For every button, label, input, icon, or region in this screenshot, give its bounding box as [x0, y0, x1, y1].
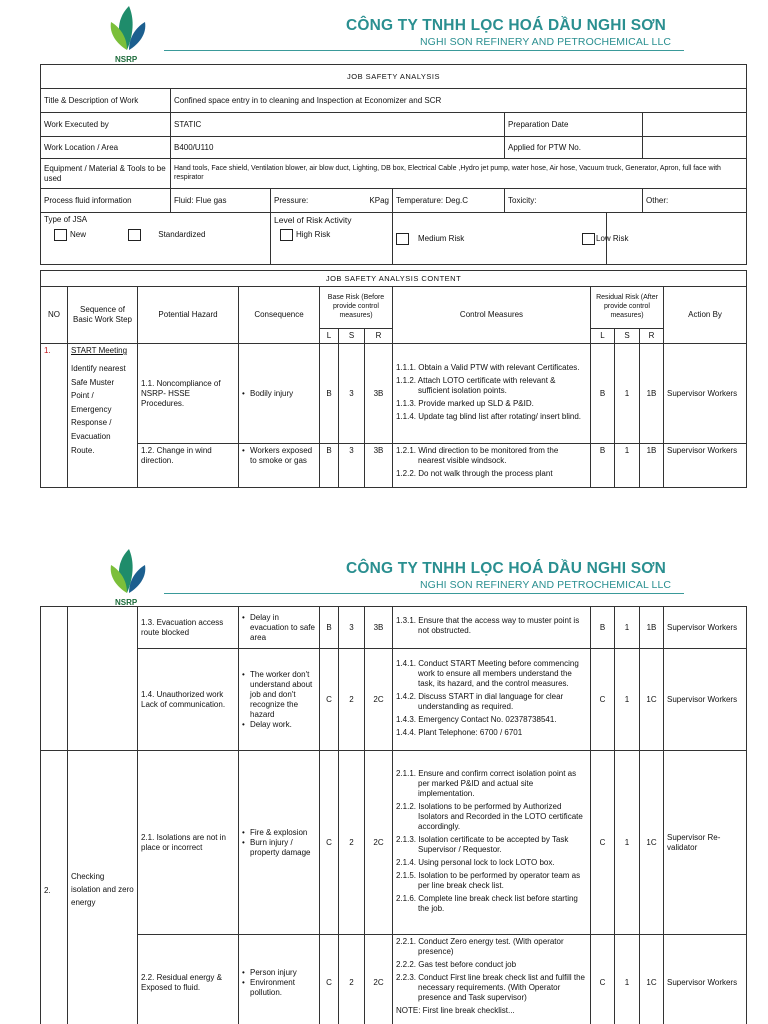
res-s: 1: [615, 649, 640, 751]
table-row: [41, 649, 747, 751]
consequence-item: • Person injury: [242, 968, 316, 978]
logo-text: NSRP: [115, 55, 138, 64]
row-action: Supervisor Workers: [664, 444, 747, 488]
low-risk-label: Low Risk: [596, 233, 629, 243]
col-base-s: S: [339, 329, 365, 344]
consequence-item: • Delay in evacuation to safe area: [242, 613, 316, 643]
nsrp-logo-icon: [103, 547, 155, 607]
logo-text: NSRP: [115, 598, 138, 607]
res-l: C: [591, 649, 615, 751]
row-hazard: 1.4. Unauthorized work Lack of communication.: [138, 649, 239, 751]
standardized-label: Standardized: [158, 230, 206, 240]
row-no: [41, 607, 68, 751]
control-item: 1.3.1. Ensure that the access way to muster point is not obstructed.: [396, 616, 580, 635]
pressure-cell: [271, 189, 393, 213]
base-l: C: [320, 935, 339, 1024]
ptw-label: Applied for PTW No.: [505, 137, 643, 159]
prep-date-value: [643, 113, 747, 137]
row-action: Supervisor Workers: [664, 649, 747, 751]
standardized-checkbox[interactable]: [128, 229, 141, 241]
header-divider: [164, 593, 684, 594]
res-r: 1C: [640, 649, 664, 751]
base-r: 3B: [365, 444, 393, 488]
control-item: NOTE: First line break checklist...: [396, 1006, 515, 1015]
jsa-type-label: Type of JSA: [44, 215, 88, 224]
base-r: 2C: [365, 751, 393, 935]
company-name-en: NGHI SON REFINERY AND PETROCHEMICAL LLC: [420, 36, 672, 48]
row-hazard: 1.2. Change in wind direction.: [138, 444, 239, 488]
step-desc: Identify nearest Safe Muster Point / Emergency Response / Evacuation Route.: [71, 364, 126, 455]
header-divider: [164, 50, 684, 51]
row-consequence: [239, 751, 320, 935]
nsrp-logo-icon: [103, 4, 155, 64]
row-hazard: 2.2. Residual energy & Exposed to fluid.: [138, 935, 239, 1024]
base-s: 3: [339, 444, 365, 488]
row-no: 2.: [41, 751, 68, 1024]
row-hazard: 1.3. Evacuation access route blocked: [138, 607, 239, 649]
temperature-label: Temperature: Deg.C: [393, 189, 505, 213]
col-res-l: L: [591, 329, 615, 344]
col-consequence: Consequence: [239, 287, 320, 344]
control-item: 2.1.6. Complete line break check list before starting the job.: [396, 893, 578, 913]
res-l: B: [591, 344, 615, 444]
control-item: 2.2.1. Conduct Zero energy test. (With operator presence): [396, 937, 564, 956]
row-action: Supervisor Workers: [664, 607, 747, 649]
col-step: Sequence of Basic Work Step: [68, 287, 138, 344]
risk-level-label: Level of Risk Activity: [274, 215, 352, 225]
base-l: C: [320, 751, 339, 935]
table-row: [41, 751, 747, 935]
col-base-r: R: [365, 329, 393, 344]
control-item: 1.4.4. Plant Telephone: 6700 / 6701: [396, 727, 523, 737]
new-checkbox[interactable]: [54, 229, 67, 241]
col-no: NO: [41, 287, 68, 344]
control-item: 1.2.2. Do not walk through the process plant: [396, 469, 553, 478]
control-item: 2.1.5. Isolation to be performed by operator team as per line break check list.: [396, 870, 581, 890]
medium-risk-cell: [393, 213, 607, 265]
row-controls: [393, 607, 591, 649]
res-s: 1: [615, 751, 640, 935]
col-control: Control Measures: [393, 287, 591, 344]
consequence-item: • The worker don't understand about job and don't recognize the hazard: [242, 670, 316, 720]
table-row: [41, 444, 747, 488]
col-residual-risk: Residual Risk (After provide control measures): [591, 287, 664, 329]
control-item: 1.2.1. Wind direction to be monitored from the nearest visible windsock.: [396, 446, 559, 465]
row-step: [68, 344, 138, 488]
fluid-label: Process fluid information: [41, 189, 171, 213]
jsa-info-table: [40, 64, 747, 265]
row-action: Supervisor Workers: [664, 935, 747, 1024]
res-s: 1: [615, 607, 640, 649]
control-item: 2.1.3. Isolation certificate to be accepted by Task Supervisor / Requestor.: [396, 834, 569, 854]
control-item: 1.1.3. Provide marked up SLD & P&ID.: [396, 398, 534, 408]
control-item: 1.1.4. Update tag blind list after rotating/ insert blind.: [396, 411, 581, 421]
col-base-risk: Base Risk (Before provide control measures): [320, 287, 393, 329]
company-name-en: NGHI SON REFINERY AND PETROCHEMICAL LLC: [420, 579, 672, 591]
consequence-item: • Workers exposed to smoke or gas: [242, 446, 316, 466]
base-r: 3B: [365, 607, 393, 649]
control-item: 2.1.2. Isolations to be performed by Authorized Isolators and Recorded in the LOTO certificate accordingly.: [396, 801, 583, 831]
consequence-item: • Bodily injury: [242, 389, 316, 399]
row-action: Supervisor Re-validator: [664, 751, 747, 935]
base-s: 2: [339, 935, 365, 1024]
base-l: B: [320, 444, 339, 488]
ptw-value: [643, 137, 747, 159]
row-action: Supervisor Workers: [664, 344, 747, 444]
row-consequence: [239, 607, 320, 649]
res-r: 1B: [640, 444, 664, 488]
res-r: 1C: [640, 751, 664, 935]
table-row: [41, 344, 747, 444]
res-l: C: [591, 935, 615, 1024]
pressure-label: Pressure:: [274, 195, 309, 205]
base-r: 2C: [365, 649, 393, 751]
pressure-unit: KPag: [369, 195, 389, 205]
medium-risk-checkbox[interactable]: [396, 233, 409, 245]
equipment-value: Hand tools, Face shield, Ventilation blower, air blow duct, Lighting, DB box, Electrical Cable ,Hydro jet pump, water hose, Air hose, Vacuum truck, Generator, Apron, full face with respirator: [171, 159, 747, 189]
row-controls: [393, 444, 591, 488]
consequence-item: • Burn injury / property damage: [242, 838, 316, 858]
company-name-vn: CÔNG TY TNHH LỌC HOÁ DẦU NGHI SƠN: [346, 560, 667, 577]
res-s: 1: [615, 935, 640, 1024]
res-l: B: [591, 607, 615, 649]
page-header-1: [0, 0, 768, 66]
row-hazard: 2.1. Isolations are not in place or incorrect: [138, 751, 239, 935]
company-name-vn: CÔNG TY TNHH LỌC HOÁ DẦU NGHI SƠN: [346, 17, 667, 34]
col-hazard: Potential Hazard: [138, 287, 239, 344]
row-controls: [393, 751, 591, 935]
high-risk-checkbox[interactable]: [280, 229, 293, 241]
col-action: Action By: [664, 287, 747, 344]
res-r: 1C: [640, 935, 664, 1024]
consequence-item: • Environment pollution.: [242, 978, 316, 998]
form-title: JOB SAFETY ANALYSIS: [41, 65, 747, 89]
executed-value: STATIC: [171, 113, 505, 137]
table-row: [41, 607, 747, 649]
control-item: 1.4.1. Conduct START Meeting before commencing work to ensure all members understand the task, its hazard, and the control measures.: [396, 658, 579, 688]
row-consequence: [239, 649, 320, 751]
base-s: 2: [339, 751, 365, 935]
new-label: New: [70, 230, 87, 240]
jsa-content-table: [40, 270, 747, 488]
res-s: 1: [615, 344, 640, 444]
control-item: 1.4.3. Emergency Contact No. 02378738541.: [396, 714, 557, 724]
prep-date-label: Preparation Date: [505, 113, 643, 137]
consequence-item: • Fire & explosion: [242, 828, 316, 838]
equipment-label: Equipment / Material & Tools to be used: [41, 159, 171, 189]
base-s: 3: [339, 344, 365, 444]
base-l: C: [320, 649, 339, 751]
control-item: 2.2.2. Gas test before conduct job: [396, 960, 517, 969]
low-risk-cell: [596, 213, 747, 265]
col-res-r: R: [640, 329, 664, 344]
row-step: Checking isolation and zero energy: [68, 751, 138, 1024]
low-risk-checkbox[interactable]: [582, 233, 595, 245]
row-step: [68, 607, 138, 751]
res-r: 1B: [640, 607, 664, 649]
consequence-item: • Delay work.: [242, 720, 316, 730]
col-base-l: L: [320, 329, 339, 344]
location-value: B400/U110: [171, 137, 505, 159]
control-item: 1.4.2. Discuss START in dial language for clear understanding as required.: [396, 691, 564, 711]
row-controls: [393, 649, 591, 751]
other-label: Other:: [643, 189, 747, 213]
control-item: 1.1.2. Attach LOTO certificate with relevant & sufficient isolation points.: [396, 375, 556, 395]
row-controls: [393, 344, 591, 444]
risk-level-cell: [271, 213, 393, 265]
res-l: C: [591, 751, 615, 935]
row-consequence: [239, 344, 320, 444]
control-item: 2.1.4. Using personal lock to lock LOTO box.: [396, 857, 555, 867]
control-item: 2.2.3. Conduct First line break check list and fulfill the necessary requirements. (With Operator presence and Task supervisor): [396, 973, 585, 1002]
content-title: JOB SAFETY ANALYSIS CONTENT: [41, 271, 747, 287]
base-l: B: [320, 607, 339, 649]
row-consequence: [239, 935, 320, 1024]
base-r: 2C: [365, 935, 393, 1024]
title-desc-label: Title & Description of Work: [41, 89, 171, 113]
res-l: B: [591, 444, 615, 488]
row-consequence: [239, 444, 320, 488]
row-no: 1.: [41, 344, 68, 488]
base-l: B: [320, 344, 339, 444]
base-r: 3B: [365, 344, 393, 444]
jsa-type-cell: [41, 213, 271, 265]
res-r: 1B: [640, 344, 664, 444]
control-item: 1.1.1. Obtain a Valid PTW with relevant Certificates.: [396, 362, 580, 372]
page-header-2: [0, 543, 768, 609]
base-s: 3: [339, 607, 365, 649]
res-s: 1: [615, 444, 640, 488]
step-title: START Meeting: [71, 346, 128, 355]
title-desc-value: Confined space entry in to cleaning and Inspection at Economizer and SCR: [171, 89, 747, 113]
row-controls: [393, 935, 591, 1024]
location-label: Work Location / Area: [41, 137, 171, 159]
col-res-s: S: [615, 329, 640, 344]
jsa-content-table-continued: [40, 606, 747, 1024]
row-hazard: 1.1. Noncompliance of NSRP- HSSE Procedures.: [138, 344, 239, 444]
control-item: 2.1.1. Ensure and confirm correct isolation point as per marked P&ID and actual site implementation.: [396, 768, 577, 798]
base-s: 2: [339, 649, 365, 751]
medium-risk-label: Medium Risk: [418, 233, 465, 243]
toxicity-label: Toxicity:: [505, 189, 643, 213]
fluid-value: Fluid: Flue gas: [171, 189, 271, 213]
executed-label: Work Executed by: [41, 113, 171, 137]
table-row: [41, 935, 747, 1024]
high-risk-label: High Risk: [296, 229, 331, 239]
